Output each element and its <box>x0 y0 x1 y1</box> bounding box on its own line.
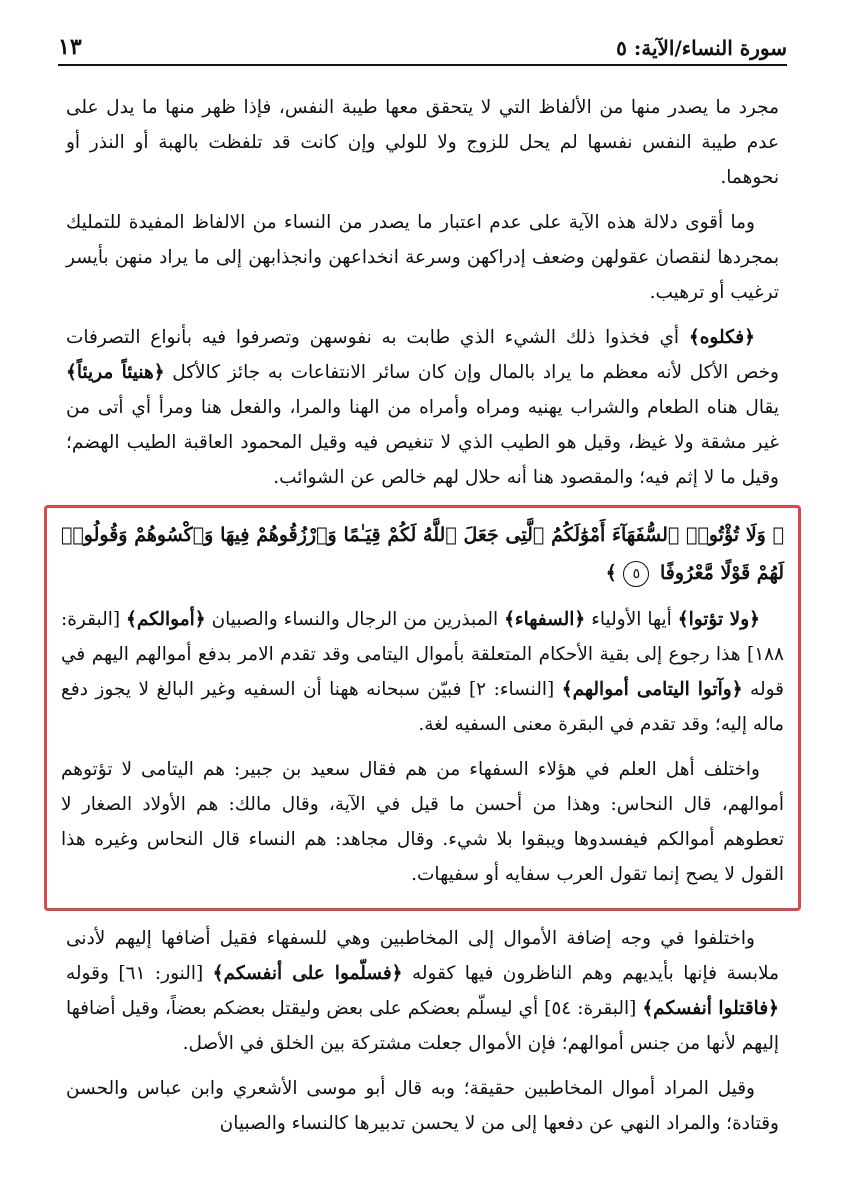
quran-quote: ﴿فسلّموا على أنفسكم﴾ <box>212 963 403 984</box>
quran-quote: ﴿هنيئاً مريئاً﴾ <box>66 362 165 383</box>
boxed-paragraph-1 <box>61 602 784 742</box>
boxed-paragraph-2: واختلف أهل العلم في هؤلاء السفهاء من هم فقال سعيد بن جبير: هم اليتامى لا تؤتوهم أموالهم، قال النحاس: وهذا من أحسن ما قيل في الآية، وقال مالك: هم الأولاد الصغار لا تعطوهم أموالكم فيفسدوها ويبقوا بلا شيء. وقال مجاهد: هم النساء قال النحاس وغيره هذا القول لا يصح إنما تقول العرب سفايه أو سفيهات. <box>61 759 784 885</box>
highlighted-section <box>44 505 801 911</box>
commentary-text: يقال هناه الطعام والشراب يهنيه ومراه وأمراه من الهنا والمرا، والفعل هنا ومرأ أي أتى من غير مشقة ولا غيظ، وقيل هو الطيب الذي لا تنغيص فيه وقيل المحمود العاقبة الطيب الهضم؛ وقيل ما لا إثم فيه؛ والمقصود هنا أنه حلال لهم خالص عن الشوائب. <box>66 397 779 488</box>
paragraph-1: مجرد ما يصدر منها من الألفاظ التي لا يتحقق معها طيبة النفس، فإذا ظهر منها ما يدل على عدم طيبة النفس نفسها لم يحل للزوج ولا للولي وإن كانت قد تلفظت بالهبة أو النذر أو نحوهما. <box>66 97 779 188</box>
verse-text: ﴿ وَلَا تُؤْتُوا۟ ٱلسُّفَهَآءَ أَمْوَٰلَكُمُ ٱلَّتِى جَعَلَ ٱللَّهُ لَكُمْ قِيَـٰمًا وَٱرْزُقُوهُمْ فِيهَا وَٱكْسُوهُمْ وَقُولُوا۟ لَهُمْ قَوْلًا مَّعْرُوفًا <box>61 524 784 584</box>
running-header <box>58 28 787 66</box>
commentary-text: أيها الأولياء <box>585 609 678 630</box>
paragraph-2: وما أقوى دلالة هذه الآية على عدم اعتبار ما يصدر من النساء من الالفاظ المفيدة للتمليك بمجردها لنقصان عقولهن وضعف إدراكهن وسرعة انخداعهن وانجذابهن إلى ما يراد منهن بأيسر ترغيب أو ترهيب. <box>66 212 779 303</box>
quran-quote: ﴿فاقتلوا أنفسكم﴾ <box>642 998 779 1019</box>
commentary-text: [البقرة: ١٨٨] هذا رجوع إلى بقية الأحكام المتعلقة بأموال اليتامى وقد تقدم الامر بدفع أموالهم اليهم في قوله <box>61 609 784 700</box>
commentary-text: أي فخذوا ذلك الشيء الذي طابت به نفوسهن وتصرفوا فيه بأنواع التصرفات وخص الأكل لأنه معظم ما يراد بالمال وإن كان سائر الانتفاعات به جائز كالأكل <box>66 327 779 383</box>
verse-close-bracket: ﴾ <box>605 562 617 584</box>
ayah-number-marker: ٥ <box>623 561 649 587</box>
paragraph-after-2: وقيل المراد أموال المخاطبين حقيقة؛ وبه قال أبو موسى الأشعري وابن عباس والحسن وقتادة؛ والمراد النهي عن دفعها إلى من لا يحسن تدبيرها كالنساء والصبيان <box>66 1078 779 1134</box>
commentary-text: [النساء: ٢] فبيّن سبحانه ههنا أن السفيه وغير البالغ لا يجوز دفع ماله إليه؛ وقد تقدم في البقرة معنى السفيه لغة. <box>61 679 784 735</box>
commentary-text: المبذرين من الرجال والنساء والصبيان <box>205 609 505 630</box>
quran-quote: ﴿وآتوا اليتامى أموالهم﴾ <box>561 679 743 700</box>
quran-quote: ﴿فكلوه﴾ <box>688 327 755 348</box>
commentary-text: [البقرة: ٥٤] أي ليسلّم بعضكم على بعض وليقتل بعضكم بعضاً، وقيل أضافها إليهم لأنها من جنس أموالهم؛ فإن الأموال جعلت مشتركة بين الخلق في الأصل. <box>66 998 779 1054</box>
paragraph-after-1 <box>66 921 779 1061</box>
paragraph-3 <box>66 320 779 495</box>
quran-verse <box>61 516 784 592</box>
page-number: ١٣ <box>58 34 82 60</box>
quran-quote: ﴿السفهاء﴾ <box>504 609 586 630</box>
commentary-text: [النور: ٦١] وقوله <box>66 963 213 984</box>
page-body <box>61 90 784 1151</box>
quran-quote: ﴿أموالكم﴾ <box>126 609 206 630</box>
surah-ayah-heading: سورة النساء/الآية: ٥ <box>616 36 787 60</box>
quran-quote: ﴿ولا تؤتوا﴾ <box>677 609 760 630</box>
commentary-text: واختلفوا في وجه إضافة الأموال إلى المخاطبين وهي للسفهاء فقيل أضافها إليهم لأدنى ملابسة فإنها بأيديهم وهم الناظرون فيها كقوله <box>66 928 779 984</box>
